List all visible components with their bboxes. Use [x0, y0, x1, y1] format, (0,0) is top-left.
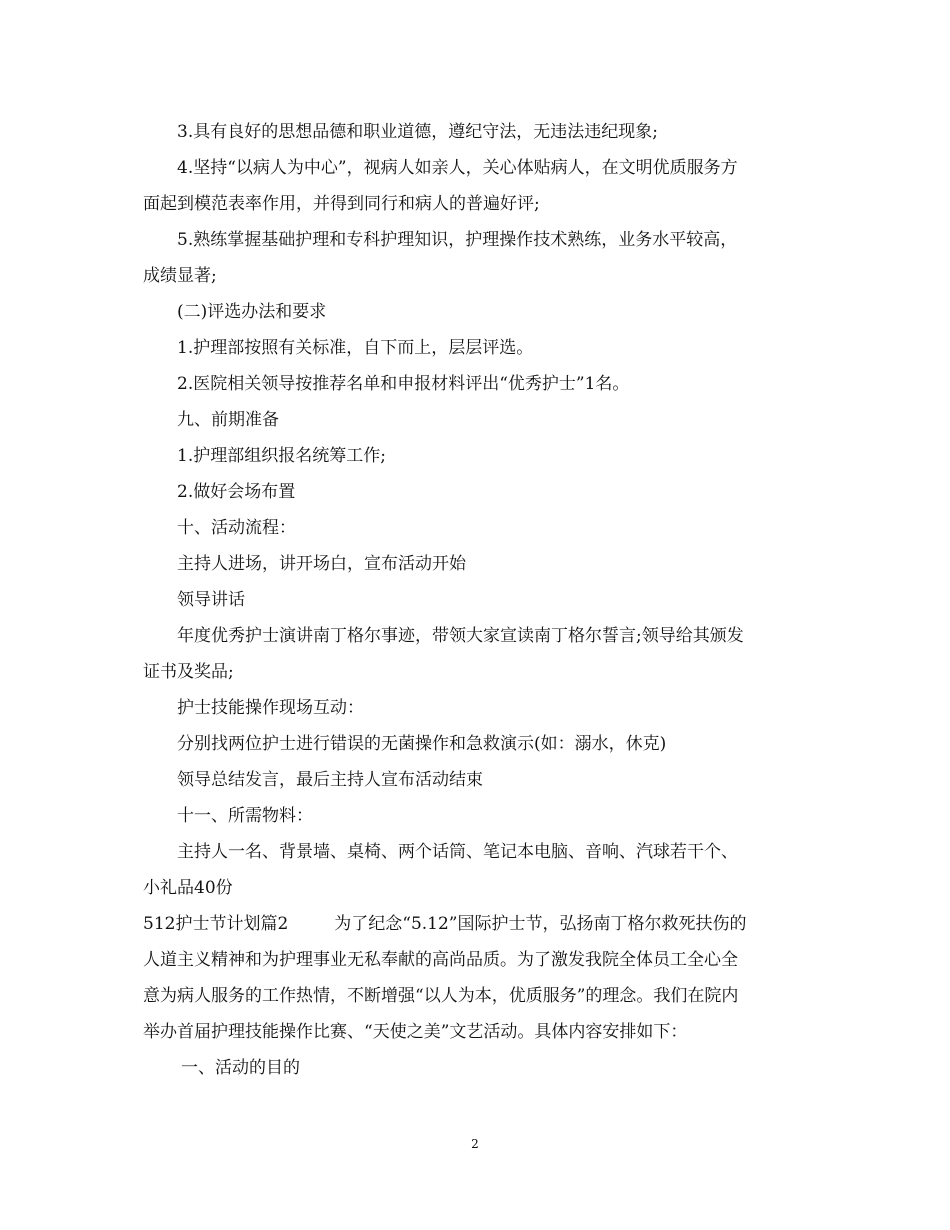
body-text [143, 114, 811, 1086]
text-line: 九、前期准备 [177, 410, 279, 430]
text-line: 一、活动的目的 [181, 1058, 300, 1078]
text-line: 1.护理部按照有关标准，自下而上，层层评选。 [177, 338, 534, 358]
text-line: 2.医院相关领导按推荐名单和申报材料评出“优秀护士”1名。 [177, 374, 630, 394]
text-line: 护士技能操作现场互动： [177, 698, 364, 718]
section-title: 512护士节计划篇2 [143, 914, 289, 934]
text-line: 分别找两位护士进行错误的无菌操作和急救演示(如：溺水，休克) [177, 734, 667, 754]
text-line: 3.具有良好的思想品德和职业道德，遵纪守法，无违法违纪现象; [177, 122, 658, 142]
text-line: 年度优秀护士演讲南丁格尔事迹，带领大家宣读南丁格尔誓言;领导给其颁发 [177, 626, 744, 646]
section-heading-line [143, 906, 811, 942]
text-line: 证书及奖品; [143, 662, 234, 682]
text-line: 1.护理部组织报名统筹工作; [177, 446, 386, 466]
section-intro: 为了纪念“5.12”国际护士节，弘扬南丁格尔救死扶伤的 [334, 914, 747, 934]
text-line: 面起到模范表率作用，并得到同行和病人的普遍好评; [143, 194, 540, 214]
text-line: (二)评选办法和要求 [177, 302, 327, 322]
text-line: 成绩显著; [143, 266, 217, 286]
page-number: 2 [471, 1137, 479, 1151]
text-line: 5.熟练掌握基础护理和专科护理知识，护理操作技术熟练，业务水平较高， [177, 230, 738, 250]
text-line: 十、活动流程： [177, 518, 296, 538]
text-line: 小礼品40份 [143, 878, 233, 898]
text-line: 主持人进场，讲开场白，宣布活动开始 [177, 554, 466, 574]
text-line: 领导总结发言，最后主持人宣布活动结束 [177, 770, 483, 790]
text-line: 十一、所需物料： [177, 806, 313, 826]
text-line: 4.坚持“以病人为中心”，视病人如亲人，关心体贴病人，在文明优质服务方 [177, 158, 738, 178]
text-line: 意为病人服务的工作热情，不断增强“以人为本，优质服务”的理念。我们在院内 [143, 986, 739, 1006]
text-line: 2.做好会场布置 [177, 482, 296, 502]
text-line: 领导讲话 [177, 590, 245, 610]
text-line: 举办首届护理技能操作比赛、“天使之美”文艺活动。具体内容安排如下： [143, 1022, 688, 1042]
text-line: 主持人一名、背景墙、桌椅、两个话筒、笔记本电脑、音响、汽球若干个、 [177, 842, 738, 862]
text-line: 人道主义精神和为护理事业无私奉献的高尚品质。为了激发我院全体员工全心全 [143, 950, 738, 970]
